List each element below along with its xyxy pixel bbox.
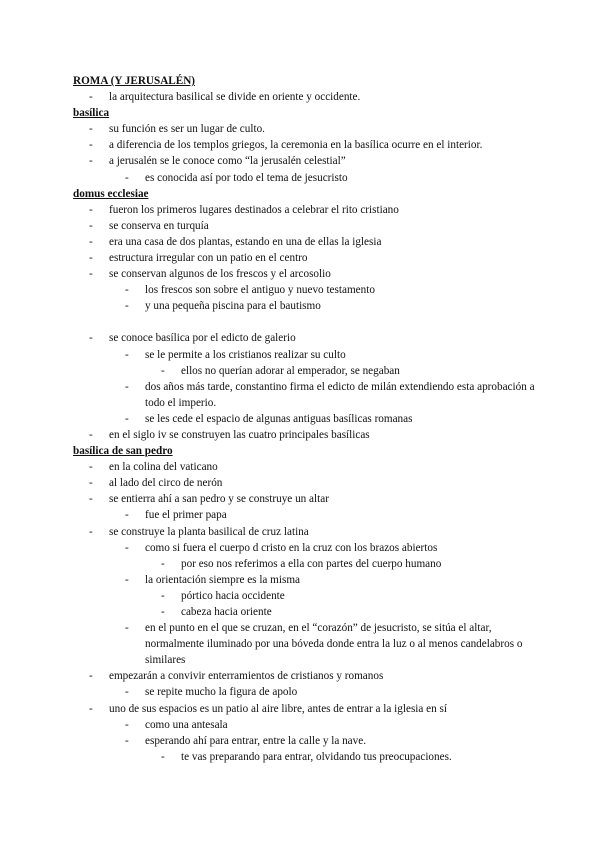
bullet-dash: -	[89, 252, 93, 265]
bullet-dash: -	[89, 428, 93, 441]
document-title: ROMA (Y JERUSALÉN)	[73, 75, 196, 87]
sub-sub-list	[145, 556, 543, 572]
bullet-dash: -	[89, 477, 93, 490]
bullet-dash: -	[89, 332, 93, 345]
list-item: - era una casa de dos plantas, estando en una de ellas la iglesia	[73, 234, 543, 250]
list-item: - en el punto en el que se cruzan, en el “corazón” de jesucristo, se sitúa el altar, normalmente iluminado por una bóveda donde entra la luz o al menos candelabros o similares	[125, 622, 523, 667]
bullet-dash: -	[89, 203, 93, 216]
bullet-dash: -	[125, 284, 129, 297]
list-item: - estructura irregular con un patio en el centro	[73, 250, 543, 266]
sub-list	[109, 684, 543, 700]
bullet-dash: -	[89, 91, 93, 104]
bullet-dash: -	[125, 380, 129, 393]
bullet-dash: -	[125, 412, 129, 425]
list-item: - como una antesala	[109, 717, 543, 733]
list-item: - la orientación siempre es la misma - pórtico hacia occidente - cabeza hacia oriente	[109, 572, 543, 620]
intro-list	[73, 89, 543, 105]
bullet-dash: -	[89, 123, 93, 136]
bullet-dash: -	[89, 268, 93, 281]
basilica-list	[73, 121, 543, 185]
sub-list	[109, 507, 543, 523]
list-item: - ellos no querían adorar al emperador, se negaban	[145, 363, 543, 379]
list-item: - en el siglo iv se construyen las cuatro principales basílicas	[73, 427, 543, 443]
list-item: - y una pequeña piscina para el bautismo	[109, 298, 543, 314]
list-item: - a jerusalén se le conoce como “la jerusalén celestial” - es conocida así por todo el tema de jesucristo	[73, 153, 543, 185]
bullet-dash: -	[125, 573, 129, 586]
bullet-dash: -	[125, 300, 129, 313]
list-item: - los frescos son sobre el antiguo y nuevo testamento	[109, 282, 543, 298]
list-item: - la arquitectura basilical se divide en oriente y occidente.	[73, 89, 543, 105]
list-item: - pórtico hacia occidente	[145, 588, 543, 604]
sub-list	[109, 282, 543, 314]
list-item: - fue el primer papa	[109, 507, 543, 523]
bullet-dash: -	[161, 750, 165, 763]
bullet-dash: -	[89, 235, 93, 248]
bullet-dash: -	[125, 171, 129, 184]
list-item: - se construye la planta basilical de cruz latina - como si fuera el cuerpo d cristo en la cruz con los brazos abiertos - por eso nos referimos a ella con partes del cuerpo humano - la orientación siempre es la misma - pórtico hacia occidente - cabeza hacia oriente - en el punto en el que se cruzan, en el “corazón” de jesucristo, se sitúa el altar, normalmente iluminado por una bóveda donde entra la luz o al menos candelabros o similares	[73, 524, 543, 669]
bullet-dash: -	[125, 348, 129, 361]
list-item: - empezarán a convivir enterramientos de cristianos y romanos - se repite mucho la figura de apolo	[73, 668, 543, 700]
sub-list	[109, 717, 543, 765]
list-item: - como si fuera el cuerpo d cristo en la cruz con los brazos abiertos - por eso nos referimos a ella con partes del cuerpo humano	[109, 540, 543, 572]
list-item: - uno de sus espacios es un patio al aire libre, antes de entrar a la iglesia en sí - como una antesala - esperando ahí para entrar, entre la calle y la nave. - te vas preparando para entrar, olvidando tus preocupaciones.	[73, 701, 543, 765]
bullet-dash: -	[89, 525, 93, 538]
list-item: - es conocida así por todo el tema de jesucristo	[109, 170, 543, 186]
domus-list	[73, 202, 543, 443]
list-item: - fueron los primeros lugares destinados a celebrar el rito cristiano	[73, 202, 543, 218]
bullet-dash: -	[161, 557, 165, 570]
bullet-dash: -	[161, 606, 165, 618]
list-item: - su función es ser un lugar de culto.	[73, 121, 543, 137]
san-pedro-list	[73, 459, 543, 765]
bullet-dash: -	[161, 589, 165, 602]
list-item: - te vas preparando para entrar, olvidando tus preocupaciones.	[145, 749, 543, 765]
bullet-dash: -	[125, 734, 129, 747]
list-item: - se repite mucho la figura de apolo	[109, 684, 543, 700]
sub-list	[109, 347, 543, 427]
list-item: - se le permite a los cristianos realizar su culto - ellos no querían adorar al emperador, se negaban	[109, 347, 543, 379]
blank-line	[109, 314, 543, 330]
list-item: - por eso nos referimos a ella con partes del cuerpo humano	[145, 556, 543, 572]
bullet-dash: -	[89, 670, 93, 683]
list-item: - al lado del circo de nerón	[73, 475, 543, 491]
bullet-dash: -	[125, 509, 129, 522]
list-item: - se conoce basílica por el edicto de galerio - se le permite a los cristianos realizar su culto - ellos no querían adorar al emperador, se negaban - dos años más tarde, constantino firma el edicto de milán extendiendo esta aprobación a todo el imperio. - se les cede el espacio de algunas antiguas basílicas romanas	[73, 330, 543, 427]
list-item: - se les cede el espacio de algunas antiguas basílicas romanas	[109, 411, 543, 427]
section-heading-basilica: basílica	[73, 107, 110, 120]
document-body	[73, 73, 543, 765]
list-item: - cabeza hacia oriente	[145, 604, 543, 620]
sub-sub-list	[145, 363, 543, 379]
list-item: - esperando ahí para entrar, entre la calle y la nave. - te vas preparando para entrar, olvidando tus preocupaciones.	[109, 733, 543, 765]
sub-sub-list	[145, 588, 543, 620]
sub-list	[109, 540, 543, 669]
section-heading-domus-ecclesiae: domus ecclesiae	[73, 187, 149, 200]
bullet-dash: -	[125, 622, 129, 635]
bullet-dash: -	[89, 219, 93, 232]
list-item: - se conservan algunos de los frescos y el arcosolio - los frescos son sobre el antiguo y nuevo testamento - y una pequeña piscina para el bautismo	[73, 266, 543, 330]
bullet-dash: -	[89, 493, 93, 506]
bullet-dash: -	[125, 541, 129, 554]
list-item: - a diferencia de los templos griegos, la ceremonia en la basílica ocurre en el interior.	[73, 137, 543, 153]
bullet-dash: -	[89, 139, 93, 152]
sub-sub-list	[145, 749, 543, 765]
list-item: - se entierra ahí a san pedro y se construye un altar - fue el primer papa	[73, 491, 543, 523]
list-item: - se conserva en turquía	[73, 218, 543, 234]
bullet-dash: -	[125, 686, 129, 699]
bullet-dash: -	[89, 702, 93, 715]
bullet-dash: -	[125, 718, 129, 731]
section-heading-basilica-san-pedro: basílica de san pedro	[73, 445, 173, 458]
bullet-dash: -	[89, 461, 93, 474]
list-item: - en la colina del vaticano	[73, 459, 543, 475]
sub-list	[109, 170, 543, 186]
bullet-dash: -	[161, 364, 165, 377]
list-item: - dos años más tarde, constantino firma el edicto de milán extendiendo esta aprobación a todo el imperio.	[125, 380, 535, 409]
bullet-dash: -	[89, 155, 93, 168]
